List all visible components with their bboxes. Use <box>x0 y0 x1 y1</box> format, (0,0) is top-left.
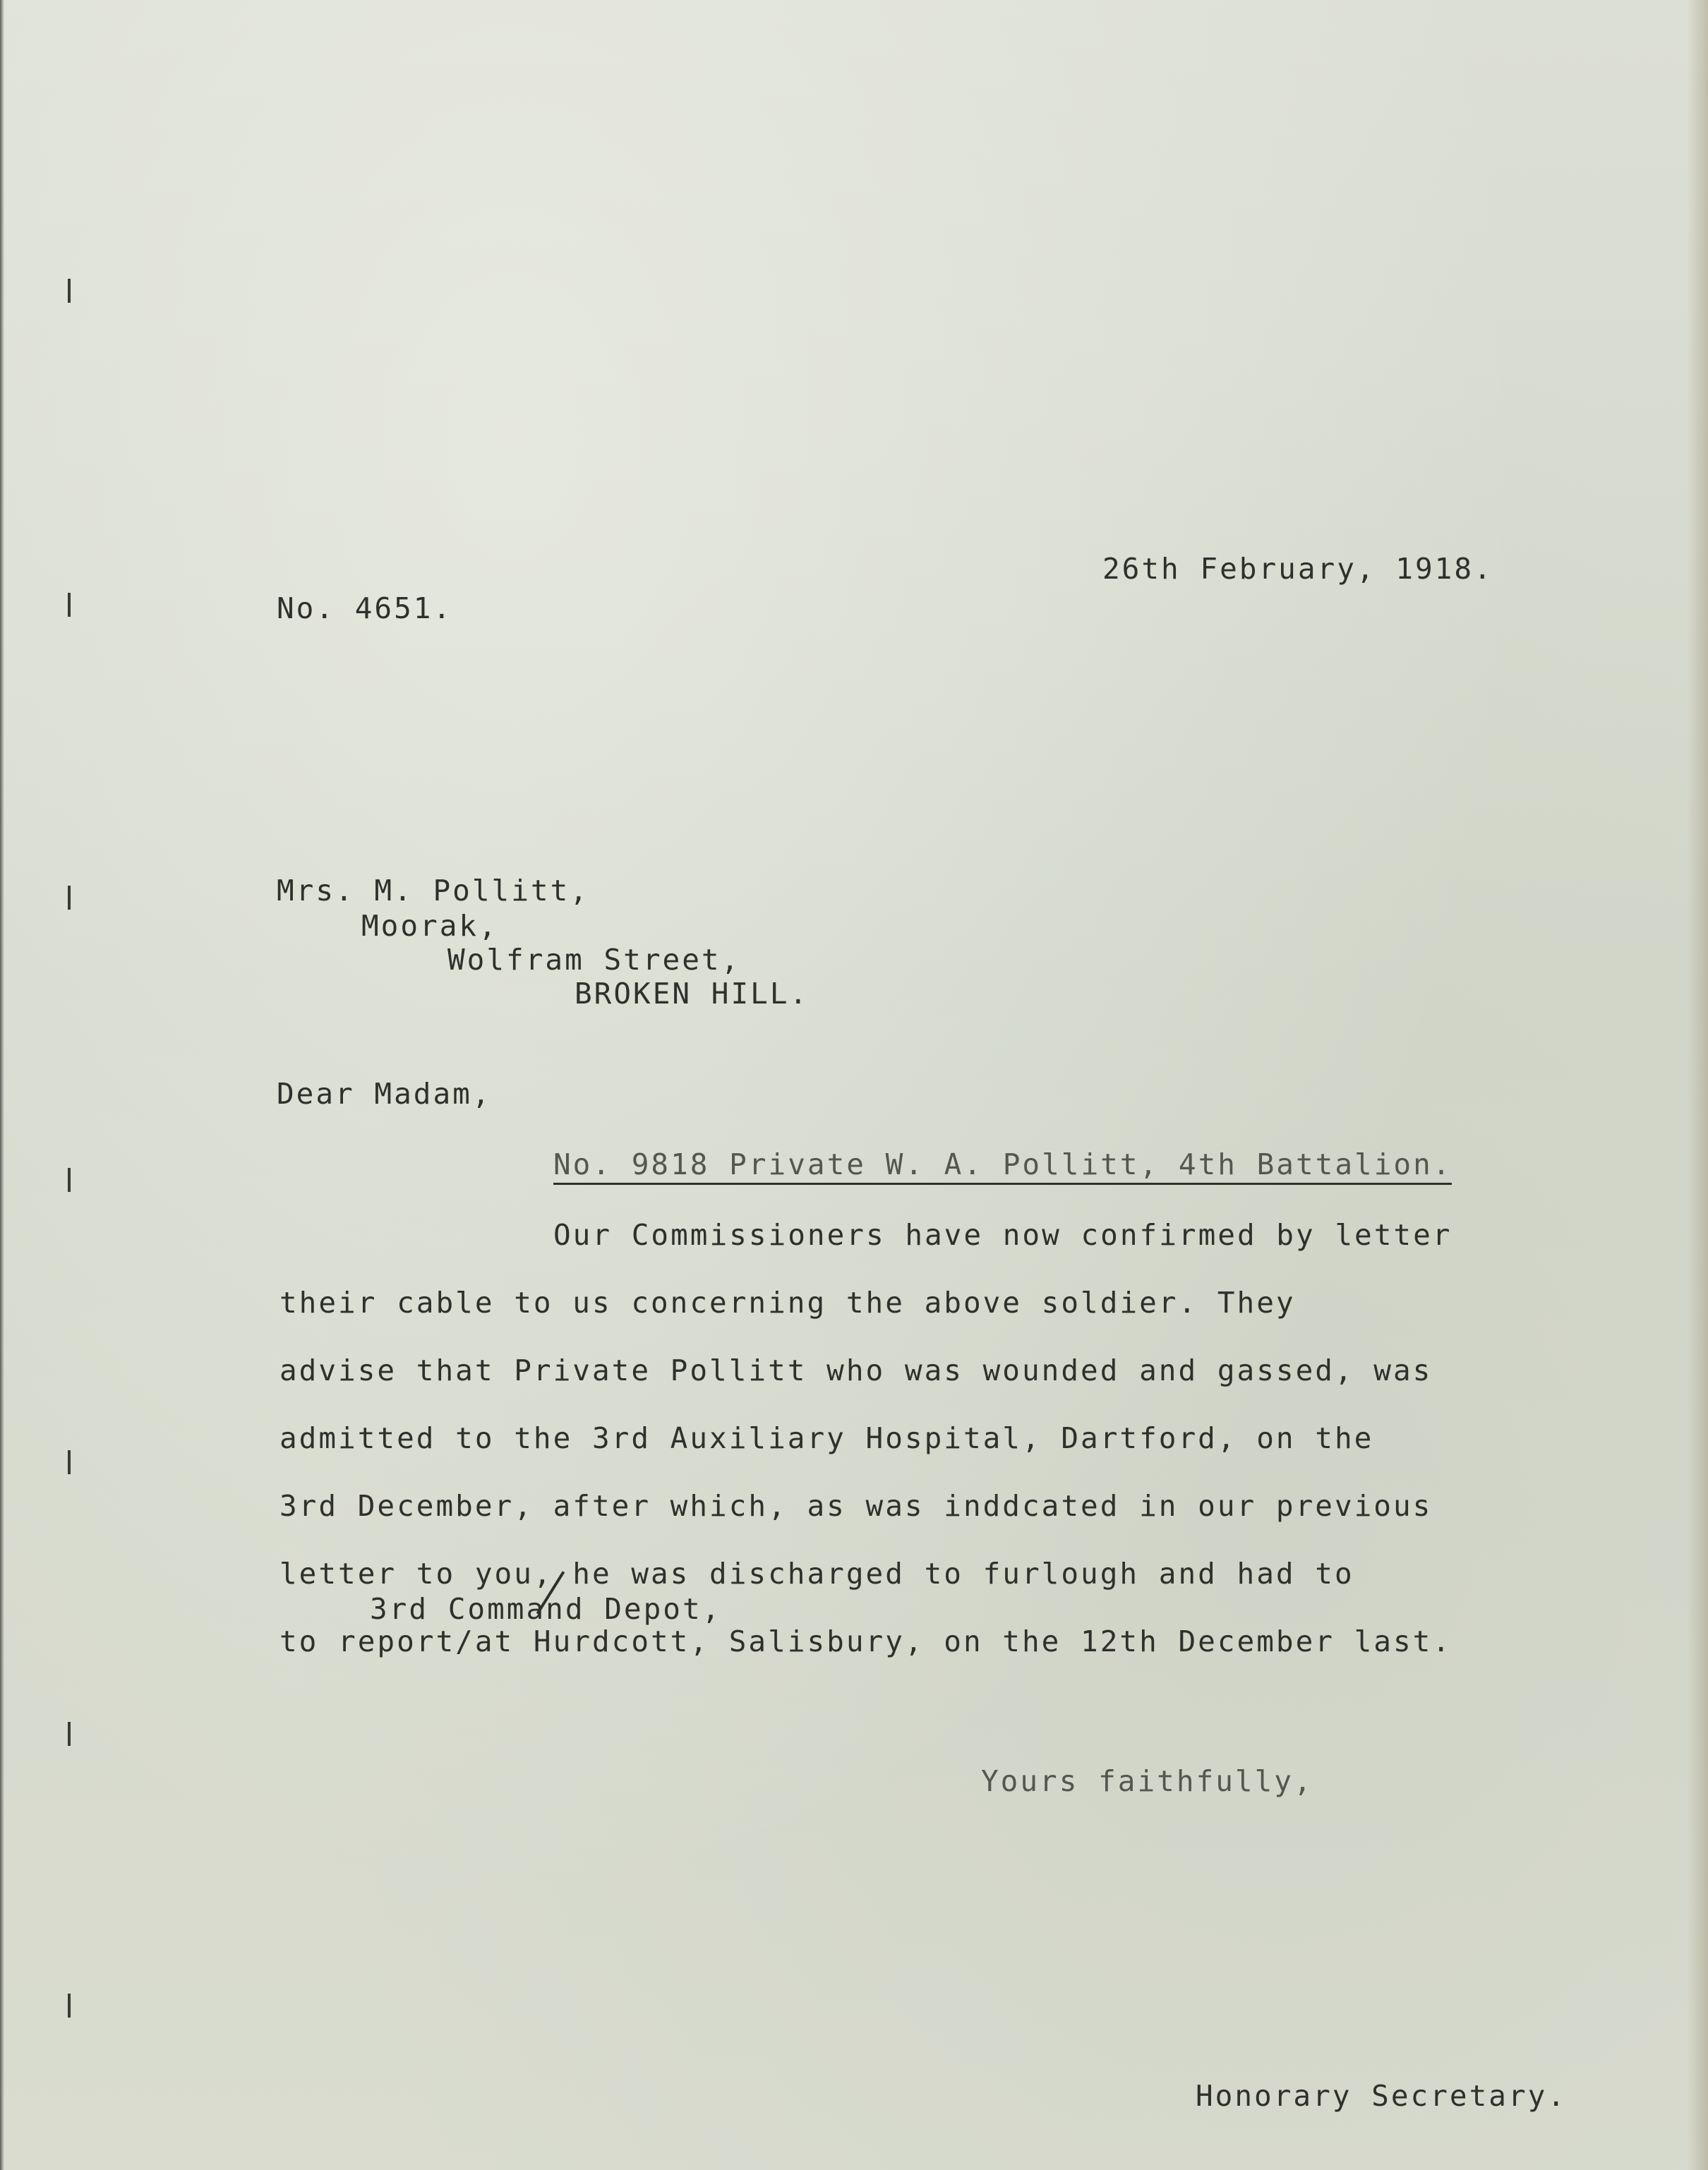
margin-mark <box>68 1722 71 1746</box>
salutation: Dear Madam, <box>277 1077 492 1111</box>
margin-mark <box>68 886 71 910</box>
letter-date: 26th February, 1918. <box>1102 552 1493 586</box>
inserted-text: 3rd Command Depot, <box>370 1592 722 1626</box>
page-right-edge <box>1687 0 1708 2170</box>
body-line: advise that Private Pollitt who was wounded and gassed, was <box>279 1354 1433 1387</box>
margin-mark <box>68 1994 71 2018</box>
body-line: letter to you, he was discharged to furlough and had to <box>279 1557 1354 1591</box>
reference-number: No. 4651. <box>277 591 453 625</box>
margin-mark <box>68 1450 71 1474</box>
body-line: their cable to us concerning the above soldier. They <box>279 1286 1296 1320</box>
margin-mark <box>68 1168 71 1192</box>
recipient-house: Moorak, <box>361 909 498 943</box>
recipient-name: Mrs. M. Pollitt, <box>277 874 589 908</box>
body-line: Our Commissioners have now confirmed by letter <box>553 1218 1453 1252</box>
recipient-town: BROKEN HILL. <box>575 977 810 1011</box>
closing: Yours faithfully, <box>981 1764 1313 1798</box>
body-line: admitted to the 3rd Auxiliary Hospital, Dartford, on the <box>279 1421 1374 1455</box>
page-left-edge <box>0 0 4 2170</box>
signature-title: Honorary Secretary. <box>1196 2079 1567 2113</box>
margin-mark <box>68 593 71 617</box>
subject-line: No. 9818 Private W. A. Pollitt, 4th Battalion. <box>553 1147 1452 1185</box>
recipient-street: Wolfram Street, <box>447 943 741 977</box>
body-line: 3rd December, after which, as was inddcated in our previous <box>279 1489 1433 1523</box>
margin-mark <box>68 279 71 303</box>
body-line: to report/at Hurdcott, Salisbury, on the 12th December last. <box>279 1625 1453 1658</box>
